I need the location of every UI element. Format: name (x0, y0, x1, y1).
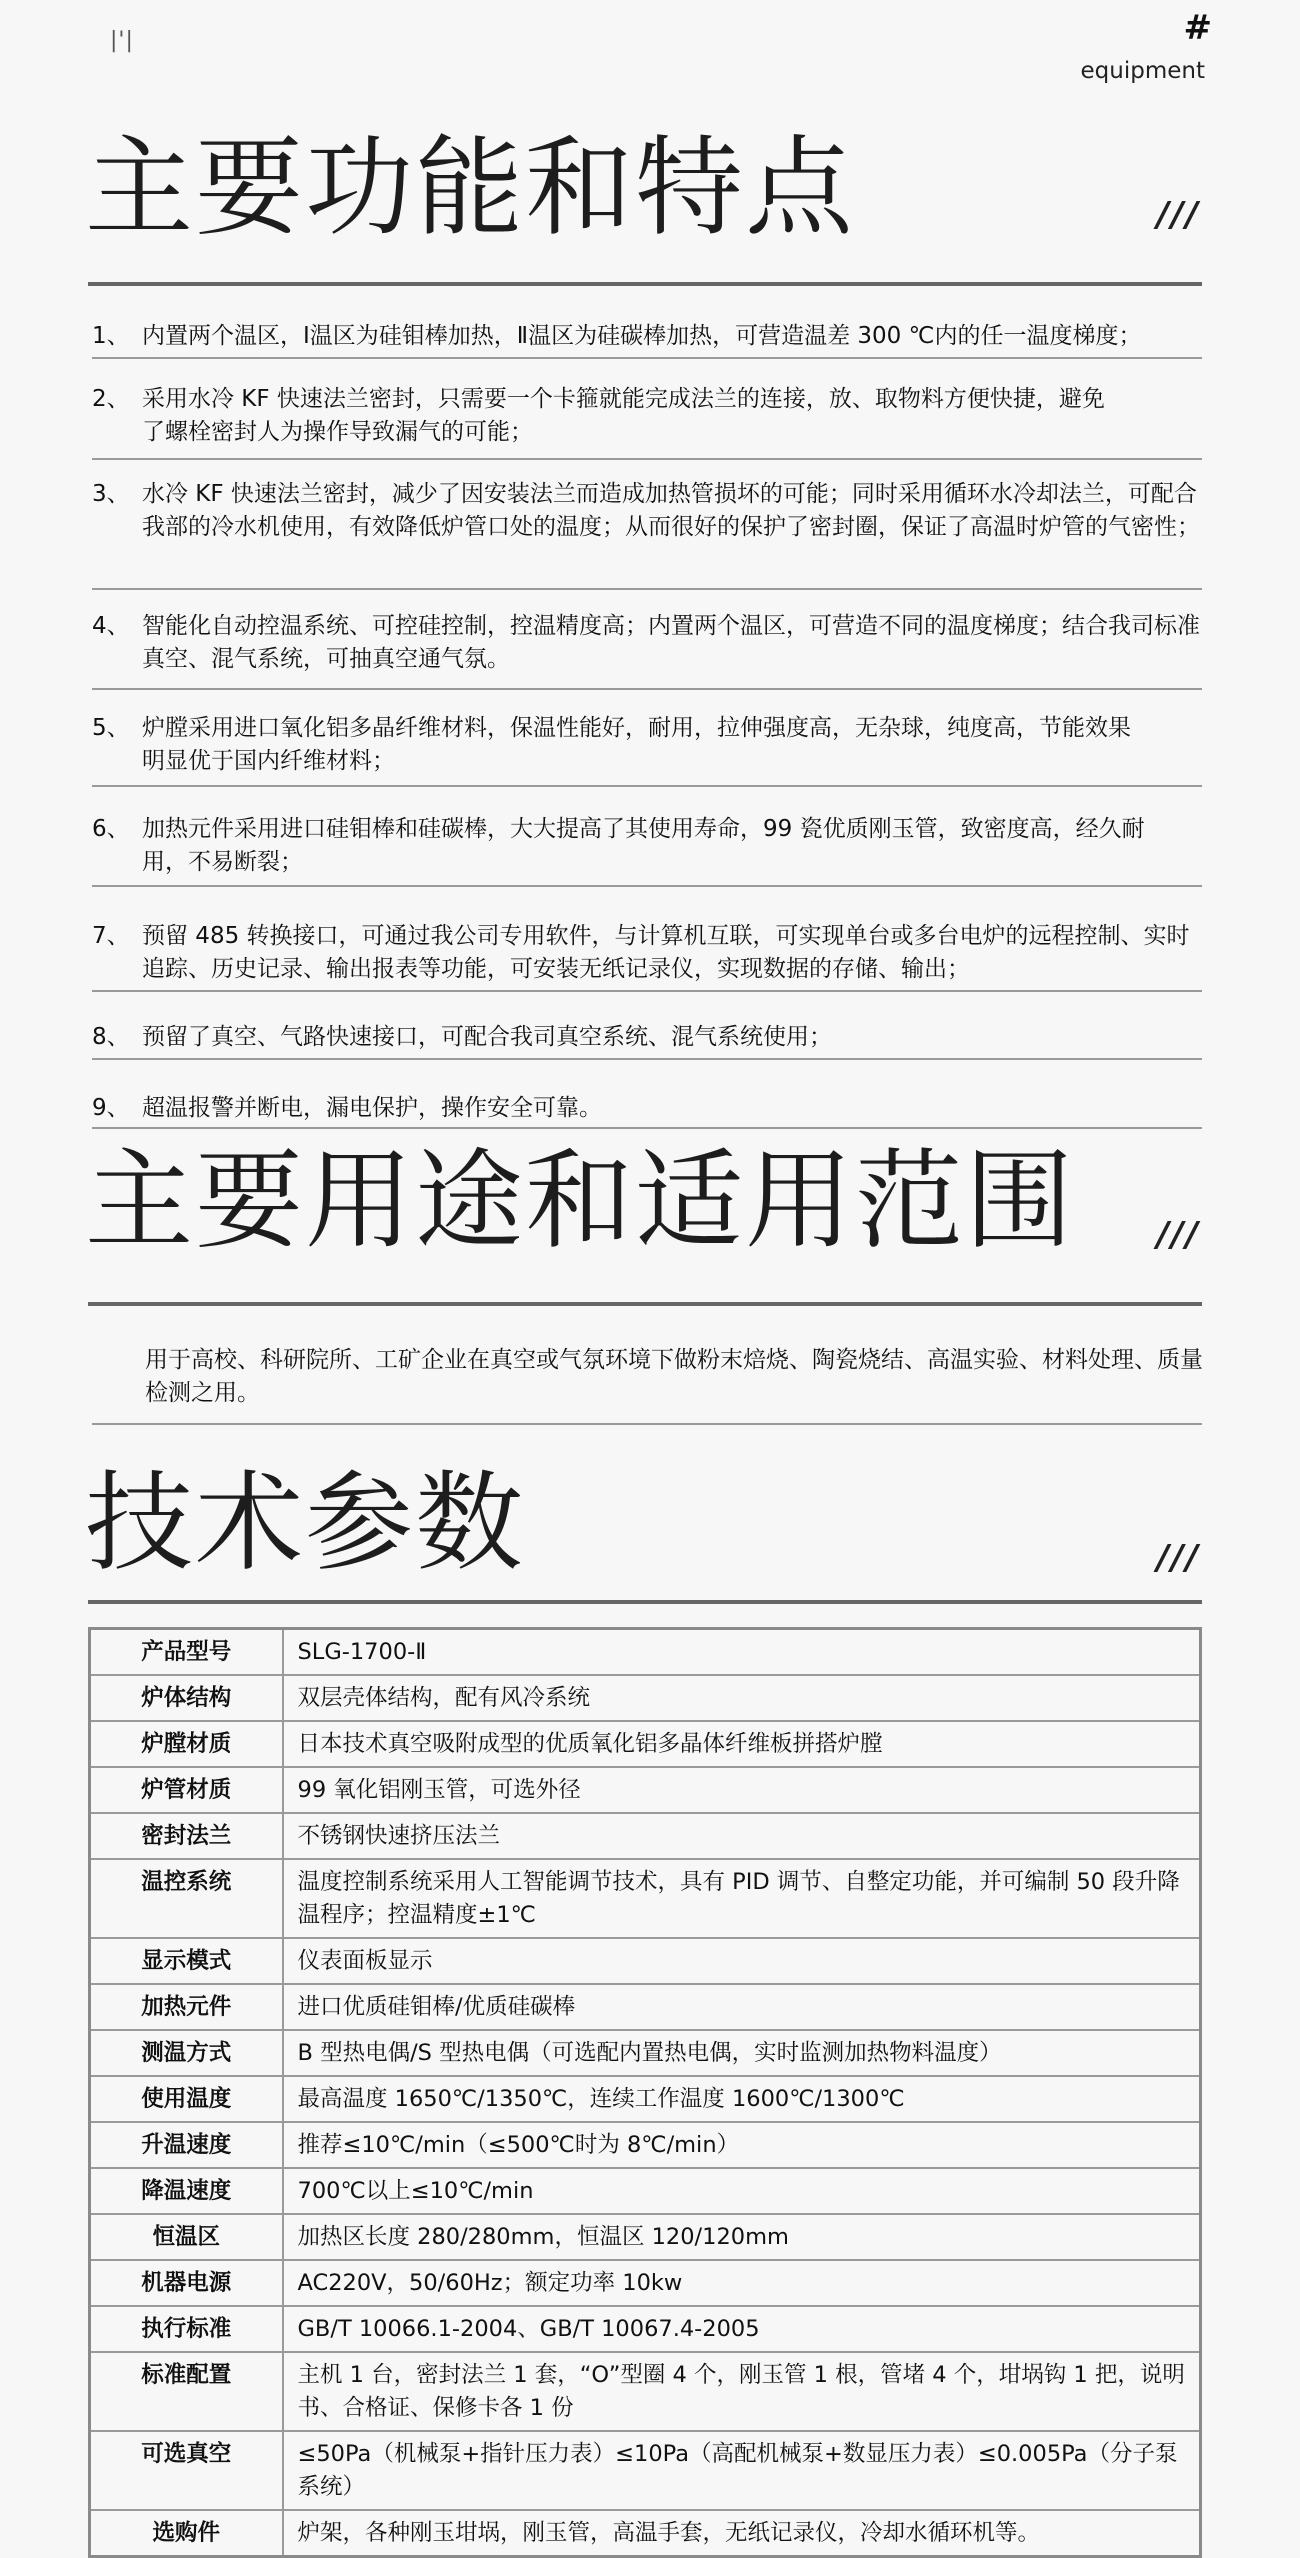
spec-value: ≤50Pa（机械泵+指针压力表）≤10Pa（高配机械泵+数显压力表）≤0.005Pa（分子泵系统） (283, 2431, 1201, 2510)
spec-key: 密封法兰 (90, 1813, 283, 1859)
spec-value: 主机 1 台，密封法兰 1 套，“O”型圈 4 个，刚玉管 1 根，管堵 4 个，坩埚钩 1 把，说明书、合格证、保修卡各 1 份 (283, 2352, 1201, 2431)
features-title: 主要功能和特点 (85, 126, 856, 251)
spec-key: 可选真空 (90, 2431, 283, 2510)
feature-item-1 (92, 320, 1212, 353)
spec-key: 升温速度 (90, 2122, 283, 2168)
feature-text: 超温报警并断电，漏电保护，操作安全可靠。 (142, 1095, 602, 1121)
table-row (90, 1629, 1201, 1676)
usage-text: 用于高校、科研院所、工矿企业在真空或气氛环境下做粉末焙烧、陶瓷烧结、高温实验、材料处理、质量检测之用。 (145, 1347, 1203, 1406)
spec-key: 显示模式 (90, 1938, 283, 1984)
feature-number: 1、 (92, 323, 130, 349)
feature-text: 炉膛采用进口氧化铝多晶纤维材料，保温性能好，耐用，拉伸强度高，无杂球，纯度高，节能效果明显优于国内纤维材料； (142, 715, 1131, 774)
spec-key: 标准配置 (90, 2352, 283, 2431)
spec-value: 仪表面板显示 (283, 1938, 1201, 1984)
spec-key: 降温速度 (90, 2168, 283, 2214)
spec-value: 温度控制系统采用人工智能调节技术，具有 PID 调节、自整定功能，并可编制 50 段升降温程序；控温精度±1℃ (283, 1859, 1201, 1938)
divider (92, 990, 1202, 992)
spec-value: 炉架，各种刚玉坩埚，刚玉管，高温手套，无纸记录仪，冷却水循环机等。 (283, 2510, 1201, 2557)
table-row (90, 1984, 1201, 2030)
spec-key: 加热元件 (90, 1984, 283, 2030)
feature-item-7 (92, 920, 1212, 986)
feature-text: 水冷 KF 快速法兰密封，减少了因安装法兰而造成加热管损坏的可能；同时采用循环水冷却法兰，可配合我部的冷水机使用，有效降低炉管口处的温度；从而很好的保护了密封圈，保证了高温时炉管的气密性； (142, 481, 1200, 540)
table-row (90, 2030, 1201, 2076)
spec-value: 700℃以上≤10℃/min (283, 2168, 1201, 2214)
spec-key: 产品型号 (90, 1629, 283, 1676)
divider (92, 1423, 1202, 1425)
spec-value: GB/T 10066.1-2004、GB/T 10067.4-2005 (283, 2306, 1201, 2352)
spec-key: 炉管材质 (90, 1767, 283, 1813)
divider (92, 357, 1202, 359)
spec-value: B 型热电偶/S 型热电偶（可选配内置热电偶，实时监测加热物料温度） (283, 2030, 1201, 2076)
table-row (90, 1859, 1201, 1938)
table-row (90, 1675, 1201, 1721)
spec-value: 日本技术真空吸附成型的优质氧化铝多晶体纤维板拼搭炉膛 (283, 1721, 1201, 1767)
spec-value: 进口优质硅钼棒/优质硅碳棒 (283, 1984, 1201, 2030)
feature-number: 2、 (92, 386, 130, 412)
slash-decoration: /// (1156, 1215, 1200, 1255)
table-row (90, 2076, 1201, 2122)
table-row (90, 2510, 1201, 2557)
feature-text: 内置两个温区，Ⅰ温区为硅钼棒加热，Ⅱ温区为硅碳棒加热，可营造温差 300 ℃内的任一温度梯度； (142, 323, 1142, 349)
slash-decoration: /// (1156, 195, 1200, 235)
feature-number: 5、 (92, 715, 130, 741)
slash-decoration: /// (1156, 1538, 1200, 1578)
table-row (90, 2122, 1201, 2168)
feature-number: 4、 (92, 613, 130, 639)
spec-value: 99 氧化铝刚玉管，可选外径 (283, 1767, 1201, 1813)
feature-number: 9、 (92, 1095, 130, 1121)
table-row (90, 2214, 1201, 2260)
feature-text: 加热元件采用进口硅钼棒和硅碳棒，大大提高了其使用寿命，99 瓷优质刚玉管，致密度高，经久耐用，不易断裂； (142, 816, 1145, 875)
table-row (90, 2352, 1201, 2431)
hash-icon: # (1183, 8, 1212, 48)
spec-key: 执行标准 (90, 2306, 283, 2352)
divider (92, 1127, 1202, 1129)
table-row (90, 1767, 1201, 1813)
divider (92, 458, 1202, 460)
section-divider (88, 282, 1202, 286)
section-divider (88, 1600, 1202, 1604)
usage-title: 主要用途和适用范围 (85, 1139, 1076, 1264)
spec-table (88, 1627, 1202, 2558)
equipment-tag: equipment (1080, 58, 1205, 84)
feature-text: 预留了真空、气路快速接口，可配合我司真空系统、混气系统使用； (142, 1024, 832, 1050)
spec-key: 使用温度 (90, 2076, 283, 2122)
feature-text: 采用水冷 KF 快速法兰密封，只需要一个卡箍就能完成法兰的连接，放、取物料方便快捷，避免了螺栓密封人为操作导致漏气的可能； (142, 386, 1105, 445)
spec-key: 炉膛材质 (90, 1721, 283, 1767)
table-row (90, 1813, 1201, 1859)
spec-key: 测温方式 (90, 2030, 283, 2076)
section-divider (88, 1302, 1202, 1306)
feature-item-4 (92, 610, 1212, 676)
divider (92, 885, 1202, 887)
feature-item-8 (92, 1021, 1212, 1054)
feature-text: 智能化自动控温系统、可控硅控制，控温精度高；内置两个温区，可营造不同的温度梯度；结合我司标准真空、混气系统，可抽真空通气氛。 (142, 613, 1200, 672)
spec-value: 双层壳体结构，配有风冷系统 (283, 1675, 1201, 1721)
divider (92, 688, 1202, 690)
spec-value: AC220V，50/60Hz；额定功率 10kw (283, 2260, 1201, 2306)
feature-number: 6、 (92, 816, 130, 842)
divider (92, 785, 1202, 787)
spec-value: 最高温度 1650℃/1350℃，连续工作温度 1600℃/1300℃ (283, 2076, 1201, 2122)
spec-value: 加热区长度 280/280mm，恒温区 120/120mm (283, 2214, 1201, 2260)
params-title: 技术参数 (85, 1461, 526, 1586)
spec-value: 不锈钢快速挤压法兰 (283, 1813, 1201, 1859)
table-row (90, 2306, 1201, 2352)
divider (92, 588, 1202, 590)
feature-item-3 (92, 478, 1212, 544)
feature-number: 8、 (92, 1024, 130, 1050)
feature-text: 预留 485 转换接口，可通过我公司专用软件，与计算机互联，可实现单台或多台电炉的远程控制、实时追踪、历史记录、输出报表等功能，可安装无纸记录仪，实现数据的存储、输出； (142, 923, 1190, 982)
spec-value: SLG-1700-Ⅱ (283, 1629, 1201, 1676)
spec-value: 推荐≤10℃/min（≤500℃时为 8℃/min） (283, 2122, 1201, 2168)
spec-key: 机器电源 (90, 2260, 283, 2306)
table-row (90, 2168, 1201, 2214)
spec-key: 温控系统 (90, 1859, 283, 1938)
spec-key: 选购件 (90, 2510, 283, 2557)
spec-key: 炉体结构 (90, 1675, 283, 1721)
table-row (90, 1721, 1201, 1767)
table-row (90, 2260, 1201, 2306)
divider (92, 1058, 1202, 1060)
feature-item-2 (92, 383, 1212, 449)
spec-key: 恒温区 (90, 2214, 283, 2260)
table-row (90, 2431, 1201, 2510)
table-row (90, 1938, 1201, 1984)
top-mark: |'| (110, 28, 134, 53)
feature-number: 3、 (92, 481, 130, 507)
feature-item-9 (92, 1092, 1212, 1125)
feature-item-6 (92, 813, 1212, 879)
feature-number: 7、 (92, 923, 130, 949)
feature-item-5 (92, 712, 1212, 778)
